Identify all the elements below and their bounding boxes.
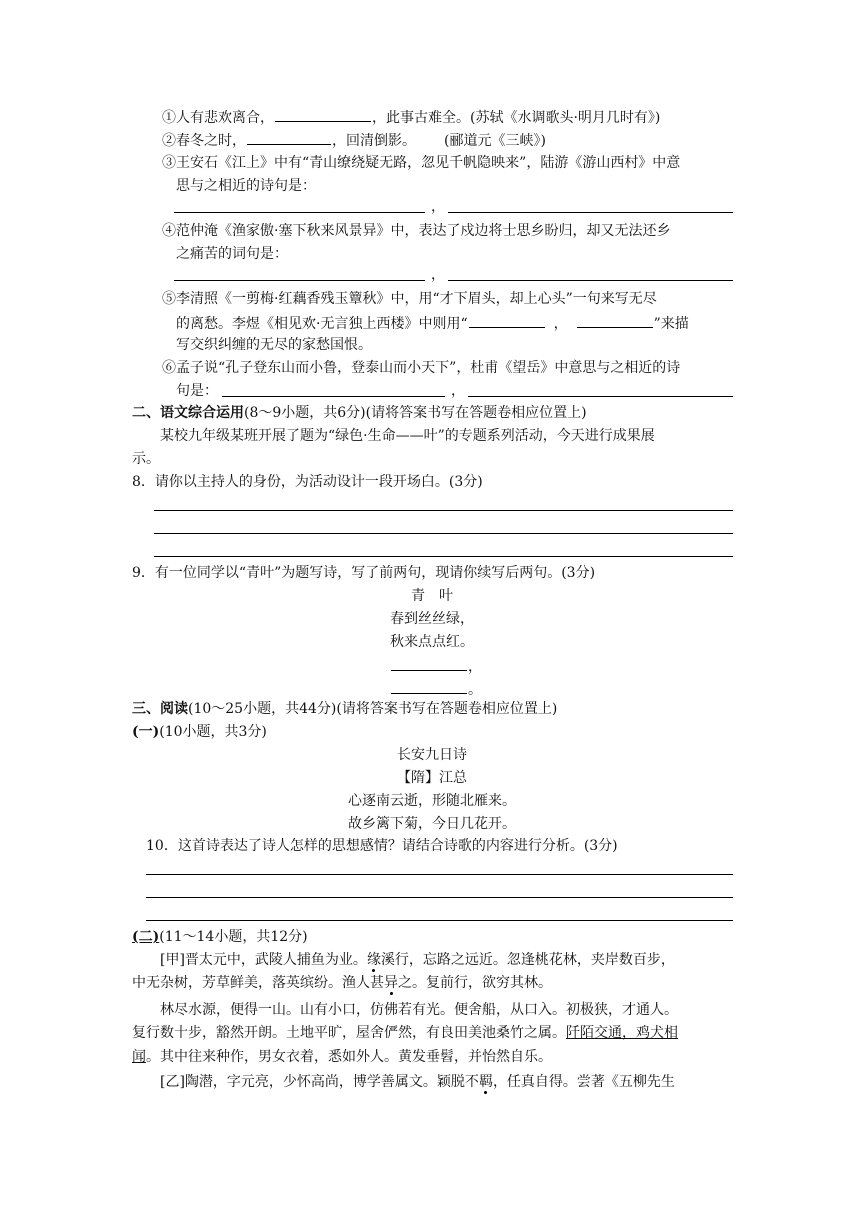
answer-line[interactable]	[448, 280, 733, 281]
item-2: ②春冬之时， ，回清倒影。 (郦道元《三峡》)	[162, 129, 546, 151]
poem-line: 故乡篱下菊，今日几花开。	[348, 816, 516, 832]
answer-blank[interactable]	[247, 129, 331, 145]
poem-line: 春到丝丝绿，	[390, 611, 474, 627]
passage-jia-line3: 林尽水源，便得一山。山有小口，仿佛若有光。便舍船，从口入。初极狭，才通人。	[160, 1002, 678, 1018]
separator: ，	[431, 267, 445, 283]
separator: ，	[431, 199, 445, 215]
answer-line[interactable]	[146, 920, 733, 921]
answer-line[interactable]	[222, 396, 445, 397]
answer-blank[interactable]	[469, 312, 545, 328]
poem-line: 心逐南云逝，形随北雁来。	[348, 793, 516, 809]
poem-author: 【隋】江总	[397, 770, 467, 786]
answer-line[interactable]	[468, 396, 733, 397]
passage-yi-line1: [乙]陶潜，字元亮，少怀高尚，博学善属文。颖脱不羁，任真自得。尝著《五柳先生	[160, 1074, 675, 1090]
answer-line[interactable]	[154, 556, 733, 557]
section-2-intro-line2: 示。	[132, 451, 160, 467]
passage-jia-line4: 复行数十步，豁然开朗。土地平旷，屋舍俨然，有良田美池桑竹之属。阡陌交通，鸡犬相	[132, 1025, 678, 1041]
answer-line[interactable]	[146, 897, 733, 898]
answer-blank[interactable]	[391, 678, 467, 694]
item-3-line1: ③王安石《江上》中有“青山缭绕疑无路，忽见千帆隐映来”，陆游《游山西村》中意	[162, 155, 681, 171]
poem-title: 青 叶	[411, 588, 453, 604]
answer-blank[interactable]	[275, 106, 371, 122]
question-10: 10．这首诗表达了诗人怎样的思想感情？请结合诗歌的内容进行分析。(3分)	[146, 838, 618, 854]
item-6-line2: 句是：	[176, 383, 218, 399]
item-4-line1: ④范仲淹《渔家傲·塞下秋来风景异》中，表达了戍边将士思乡盼归，却又无法还乡	[162, 223, 671, 239]
item-6-line1: ⑥孟子说“孔子登东山而小鲁，登泰山而小天下”，杜甫《望岳》中意思与之相近的诗	[162, 360, 681, 376]
section-2-intro-line1: 某校九年级某班开展了题为“绿色·生命——叶”的专题系列活动，今天进行成果展	[160, 428, 655, 444]
section-3-heading: 三、阅读(10～25小题，共44分)(请将答案书写在答题卷相应位置上)	[132, 701, 558, 717]
question-9: 9．有一位同学以“青叶”为题写诗，写了前两句，现请你续写后两句。(3分)	[132, 565, 596, 581]
poem-answer-line-3: ，	[390, 655, 482, 677]
answer-line[interactable]	[146, 874, 733, 875]
passage-jia-line1: [甲]晋太元中，武陵人捕鱼为业。缘溪行，忘路之远近。忽逢桃花林，夹岸数百步，	[160, 952, 675, 968]
answer-line[interactable]	[174, 280, 425, 281]
passage-jia-line5: 闻。其中往来种作，男女衣着，悉如外人。黄发垂髫，并怡然自乐。	[132, 1049, 552, 1065]
poem-answer-line-4: 。	[390, 678, 482, 700]
section-2-heading: 二、语文综合运用(8～9小题，共6分)(请将答案书写在答题卷相应位置上)	[132, 405, 587, 421]
poem-title: 长安九日诗	[397, 747, 467, 763]
item-1: ①人有悲欢离合， ，此事古难全。(苏轼《水调歌头·明月几时有》)	[162, 106, 660, 128]
answer-blank[interactable]	[577, 312, 653, 328]
part-2-heading: (二)(11～14小题，共12分)	[132, 929, 308, 945]
item-5-line3: 写交织纠缠的无尽的家愁国恨。	[176, 337, 372, 353]
item-3-line2: 思与之相近的诗句是：	[176, 178, 316, 194]
question-8: 8．请你以主持人的身份，为活动设计一段开场白。(3分)	[132, 474, 483, 490]
separator: ，	[451, 383, 465, 399]
answer-blank[interactable]	[391, 655, 467, 671]
item-5-line2: 的离愁。李煜《相见欢·无言独上西楼》中则用“ ， ”来描	[176, 312, 689, 334]
item-5-line1: ⑤李清照《一剪梅·红藕香残玉簟秋》中，用“才下眉头，却上心头”一句来写无尽	[162, 291, 657, 307]
item-4-line2: 之痛苦的词句是：	[176, 246, 288, 262]
answer-line[interactable]	[448, 212, 733, 213]
passage-jia-line2: 中无杂树，芳草鲜美，落英缤纷。渔人甚异之。复前行，欲穷其林。	[132, 975, 552, 991]
answer-line[interactable]	[174, 212, 425, 213]
answer-line[interactable]	[154, 510, 733, 511]
poem-line: 秋来点点红。	[390, 634, 474, 650]
part-1-heading: (一)(10小题，共3分)	[132, 724, 267, 740]
answer-line[interactable]	[154, 533, 733, 534]
